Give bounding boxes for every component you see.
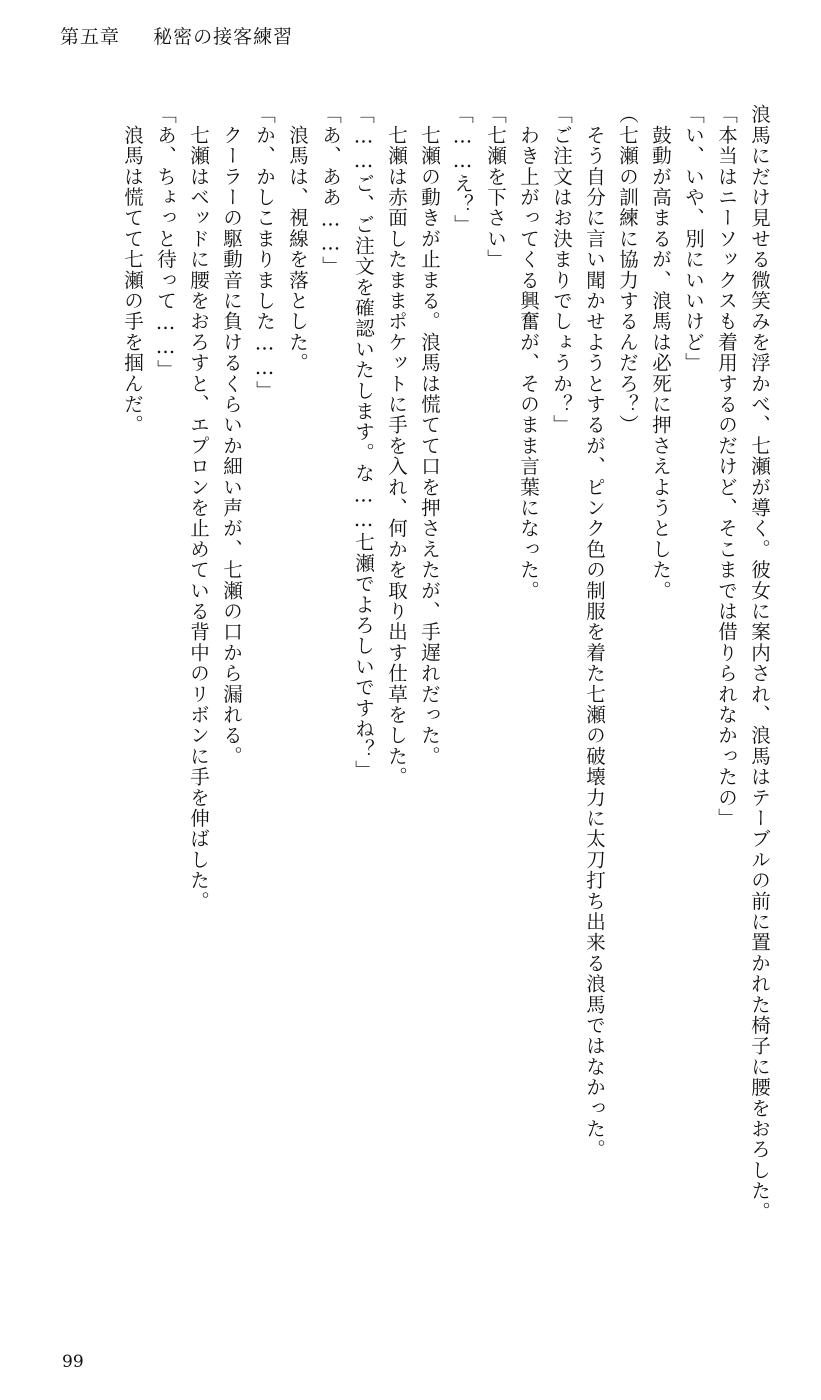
text-column: 「か、かしこまりました……」 (253, 104, 276, 401)
text-column: 浪馬は、視線を落とした。 (286, 104, 309, 374)
text-column: （七瀬の訓練に協力するんだろ？） (616, 104, 639, 436)
chapter-number: 第五章 (60, 26, 121, 48)
text-column: 「七瀬を下さい」 (484, 104, 507, 270)
text-column: 「本当はニーソックスも着用するのだけど、そこまでは借りられなかったの」 (715, 104, 738, 829)
text-column: 「あ、ああ……」 (319, 104, 342, 277)
page-number: 99 (62, 1352, 84, 1372)
text-column: 浪馬は慌てて七瀬の手を掴んだ。 (121, 104, 144, 436)
body-text-vertical (109, 104, 769, 1312)
text-column: 「い、いや、別にいいけど」 (682, 104, 705, 374)
running-head (60, 22, 293, 49)
text-column: 鼓動が高まるが、浪馬は必死に押さえようとした。 (649, 104, 672, 601)
text-column: 七瀬の動きが止まる。浪馬は慌てて口を押さえたが、手遅れだった。 (418, 104, 441, 767)
text-column: 「……ご、ご注文を確認いたします。な……七瀬でよろしいですね？」 (352, 104, 375, 781)
text-column: 「……え？」 (451, 104, 474, 236)
text-column: 浪馬にだけ見せる微笑みを浮かべ、七瀬が導く。彼女に案内され、浪馬はテーブルの前に置かれた椅子に腰をおろした。 (748, 104, 771, 1222)
text-column: そう自分に言い聞かせようとするが、ピンク色の制服を着た七瀬の破壊力に太刀打ち出来る浪馬ではなかった。 (583, 104, 606, 1160)
text-column: 七瀬は赤面したままポケットに手を入れ、何かを取り出す仕草をした。 (385, 104, 408, 788)
text-column: 七瀬はベッドに腰をおろすと、エプロンを止めている背中のリボンに手を伸ばした。 (187, 104, 210, 912)
text-column: 「あ、ちょっと待って……」 (154, 104, 177, 381)
chapter-title: 秘密の接客練習 (153, 26, 294, 48)
text-column: 「ご注文はお決まりでしょうか？」 (550, 104, 573, 436)
text-column: わき上がってくる興奮が、そのまま言葉になった。 (517, 104, 540, 601)
text-column: クーラーの駆動音に負けるくらいか細い声が、七瀬の口から漏れる。 (220, 104, 243, 767)
